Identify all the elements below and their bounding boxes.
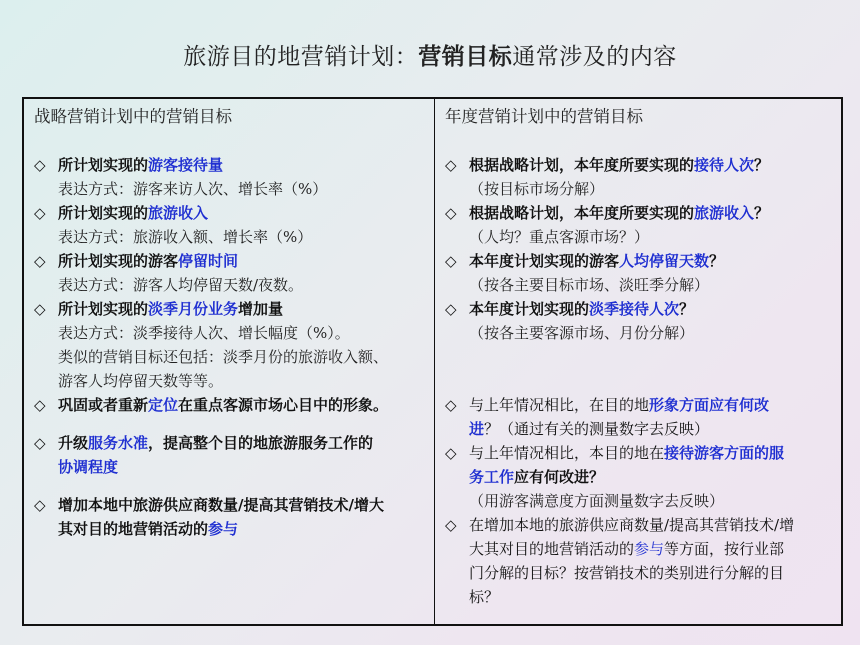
strategic-column-header: 战略营销计划中的营销目标 (34, 107, 232, 126)
annual-item-service: ◇ 与上年情况相比，本目的地在接待游客方面的服 务工作应有何改进？ （用游客满意度方面测量数字去反映） (445, 441, 833, 513)
strategic-column (24, 99, 435, 624)
diamond-bullet-icon: ◇ (34, 156, 46, 174)
strategic-item-revenue: ◇ 所计划实现的旅游收入 表达方式：旅游收入额、增长率（%） (34, 201, 426, 249)
diamond-bullet-icon: ◇ (445, 396, 457, 414)
diamond-bullet-icon: ◇ (445, 444, 457, 462)
diamond-bullet-icon: ◇ (34, 396, 46, 414)
annual-column (435, 99, 841, 624)
title-part-1: 旅游目的地营销计划： (183, 44, 419, 70)
diamond-bullet-icon: ◇ (445, 300, 457, 318)
diamond-bullet-icon: ◇ (34, 204, 46, 222)
annual-item-offseason: ◇ 本年度计划实现的淡季接待人次？ （按各主要客源市场、月份分解） (445, 297, 833, 345)
strategic-item-suppliers: ◇ 增加本地中旅游供应商数量/提高其营销技术/增大 其对目的地营销活动的参与 (34, 493, 426, 541)
diamond-bullet-icon: ◇ (445, 156, 457, 174)
diamond-bullet-icon: ◇ (445, 516, 457, 534)
title-part-3: 通常涉及的内容 (512, 44, 677, 70)
diamond-bullet-icon: ◇ (445, 252, 457, 270)
diamond-bullet-icon: ◇ (445, 204, 457, 222)
annual-item-visitors: ◇ 根据战略计划，本年度所要实现的接待人次？ （按目标市场分解） (445, 153, 833, 201)
strategic-item-visitors: ◇ 所计划实现的游客接待量 表达方式：游客来访人次、增长率（%） (34, 153, 426, 201)
strategic-item-stay: ◇ 所计划实现的游客停留时间 表达方式：游客人均停留天数/夜数。 (34, 249, 426, 297)
strategic-item-offseason: ◇ 所计划实现的淡季月份业务增加量 表达方式：淡季接待人次、增长幅度（%）。 类似的营销目标还包括：淡季月份的旅游收入额、 游客人均停留天数等等。 (34, 297, 426, 393)
annual-column-header: 年度营销计划中的营销目标 (445, 107, 643, 126)
diamond-bullet-icon: ◇ (34, 252, 46, 270)
diamond-bullet-icon: ◇ (34, 496, 46, 514)
objectives-table (22, 97, 843, 626)
annual-item-revenue: ◇ 根据战略计划，本年度所要实现的旅游收入？ （人均？重点客源市场？） (445, 201, 833, 249)
title-emphasis: 营销目标 (418, 43, 513, 70)
annual-item-stay: ◇ 本年度计划实现的游客人均停留天数？ （按各主要目标市场、淡旺季分解） (445, 249, 833, 297)
diamond-bullet-icon: ◇ (34, 434, 46, 452)
annual-item-image: ◇ 与上年情况相比，在目的地形象方面应有何改 进？（通过有关的测量数字去反映） (445, 393, 833, 441)
page-title (0, 38, 860, 71)
diamond-bullet-icon: ◇ (34, 300, 46, 318)
strategic-item-positioning: ◇ 巩固或者重新定位在重点客源市场心目中的形象。 (34, 393, 426, 417)
strategic-item-service: ◇ 升级服务水准，提高整个目的地旅游服务工作的 协调程度 (34, 431, 426, 479)
annual-item-suppliers: ◇ 在增加本地的旅游供应商数量/提高其营销技术/增 大其对目的地营销活动的参与等方面，按行业部 门分解的目标？按营销技术的类别进行分解的目 标？ (445, 513, 833, 609)
